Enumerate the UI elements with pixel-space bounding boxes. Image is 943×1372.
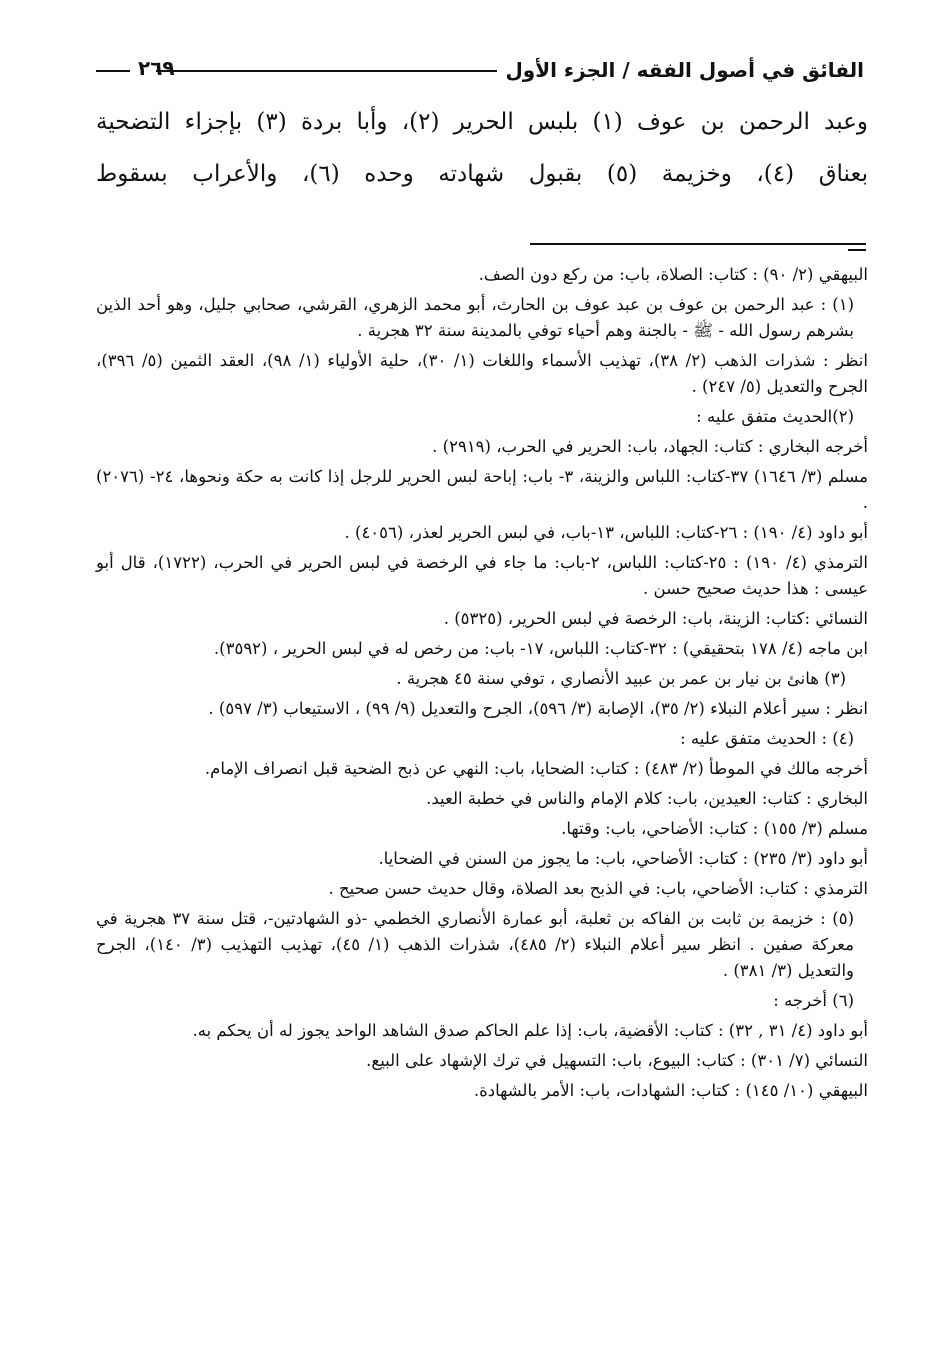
footnote-line: ابن ماجه (٤/ ١٧٨ بتحقيقي) : ٣٢-كتاب: اللباس، ١٧- باب: من رخص له في لبس الحرير ، (٣٥٩٢).	[213, 639, 868, 658]
footnote-separator-mark	[848, 249, 866, 251]
footnote-line: (٣) هانئ بن نيار بن عمر بن عبيد الأنصاري ، توفي سنة ٤٥ هجرية .	[396, 669, 846, 688]
footnote-line: الترمذي (٤/ ١٩٠) : ٢٥-كتاب: اللباس، ٢-باب: ما جاء في الرخصة في لبس الحرير في الحرب، (١٧٢٢)، قال أبو عيسى : هذا حديث صحيح حسن .	[96, 553, 868, 598]
footnote-line: البيهقي (١٠/ ١٤٥) : كتاب: الشهادات، باب: الأمر بالشهادة.	[473, 1081, 868, 1100]
main-text	[96, 96, 868, 200]
footnote-line: البيهقي (٢/ ٩٠) : كتاب: الصلاة، باب: من ركع دون الصف.	[478, 265, 868, 284]
footnote-line: أبو داود (٤/ ٣١ , ٣٢) : كتاب: الأقضية، باب: إذا علم الحاكم صدق الشاهد الواحد يجوز له أن يحكم به.	[192, 1021, 868, 1040]
footnote-separator	[530, 243, 866, 245]
main-text-line: وعبد الرحمن بن عوف (١) بلبس الحرير (٢)، وأبا بردة (٣) بإجزاء التضحية	[96, 109, 869, 135]
main-text-line: بعناق (٤)، وخزيمة (٥) بقبول شهادته وحده (٦)، والأعراب بسقوط	[96, 161, 868, 187]
footnote-line: البخاري : كتاب: العيدين، باب: كلام الإمام والناس في خطبة العيد.	[426, 789, 868, 808]
footnote-line: (٢)الحديث متفق عليه :	[696, 407, 854, 426]
footnote-line: انظر : سير أعلام النبلاء (٢/ ٣٥)، الإصابة (٣/ ٥٩٦)، الجرح والتعديل (٩/ ٩٩) ، الاستيعاب (٣/ ٥٩٧) .	[208, 699, 868, 718]
header-rule	[156, 70, 524, 72]
footnotes	[96, 262, 868, 1108]
footnote-line: مسلم (٣/ ١٥٥) : كتاب: الأضاحي، باب: وقتها.	[561, 819, 868, 838]
footnote-line: النسائي (٧/ ٣٠١) : كتاب: البيوع، باب: التسهيل في ترك الإشهاد على البيع.	[366, 1051, 868, 1070]
footnote-line: أبو داود (٣/ ٢٣٥) : كتاب: الأضاحي، باب: ما يجوز من السنن في الضحايا.	[378, 849, 868, 868]
running-header	[96, 56, 864, 90]
footnote-line: مسلم (٣/ ١٦٤٦) ٣٧-كتاب: اللباس والزينة، ٣- باب: إباحة لبس الحرير للرجل إذا كانت به حكة ونحوها، ٢٤- (٢٠٧٦) .	[96, 467, 869, 512]
footnote-line: انظر : شذرات الذهب (٢/ ٣٨)، تهذيب الأسماء واللغات (١/ ٣٠)، حلية الأولياء (١/ ٩٨)، العقد الثمين (٥/ ٣٩٦)، الجرح والتعديل (٥/ ٢٤٧) .	[96, 351, 868, 396]
footnote-line: أخرجه البخاري : كتاب: الجهاد، باب: الحرير في الحرب، (٢٩١٩) .	[432, 437, 868, 456]
page-number: ٢٦٩	[134, 56, 179, 80]
footnote-line: أخرجه مالك في الموطأ (٢/ ٤٨٣) : كتاب: الضحايا، باب: النهي عن ذبح الضحية قبل انصراف الإمام.	[204, 759, 868, 778]
footnote-line: (٤) : الحديث متفق عليه :	[680, 729, 854, 748]
footnote-line: النسائي :كتاب: الزينة، باب: الرخصة في لبس الحرير، (٥٣٢٥) .	[443, 609, 868, 628]
footnote-line: أبو داود (٤/ ١٩٠) : ٢٦-كتاب: اللباس، ١٣-باب، في لبس الحرير لعذر، (٤٠٥٦) .	[344, 523, 868, 542]
header-dash-left	[96, 70, 130, 72]
footnote-line: (١) : عبد الرحمن بن عوف بن عبد عوف بن الحارث، أبو محمد الزهري، القرشي، صحابي جليل، وهو أحد الذين بشرهم رسول الله - ﷺ - بالجنة وهم أحياء توفي بالمدينة سنة ٣٢ هجرية .	[96, 295, 854, 340]
footnote-line: (٥) : خزيمة بن ثابت بن الفاكه بن ثعلبة، أبو عمارة الأنصاري الخطمي -ذو الشهادتين-، قتل سنة ٣٧ هجرية في معركة صفين . انظر سير أعلام النبلاء (٢/ ٤٨٥)، شذرات الذهب (١/ ٤٥)، تهذيب التهذيب (٣/ ١٤٠)، الجرح والتعديل (٣/ ٣٨١) .	[96, 909, 854, 980]
footnote-line: الترمذي : كتاب: الأضاحي، باب: في الذبح بعد الصلاة، وقال حديث حسن صحيح .	[328, 879, 868, 898]
footnote-line: (٦) أخرجه :	[773, 991, 854, 1010]
book-title: الفائق في أصول الفقه / الجزء الأول	[497, 58, 864, 82]
